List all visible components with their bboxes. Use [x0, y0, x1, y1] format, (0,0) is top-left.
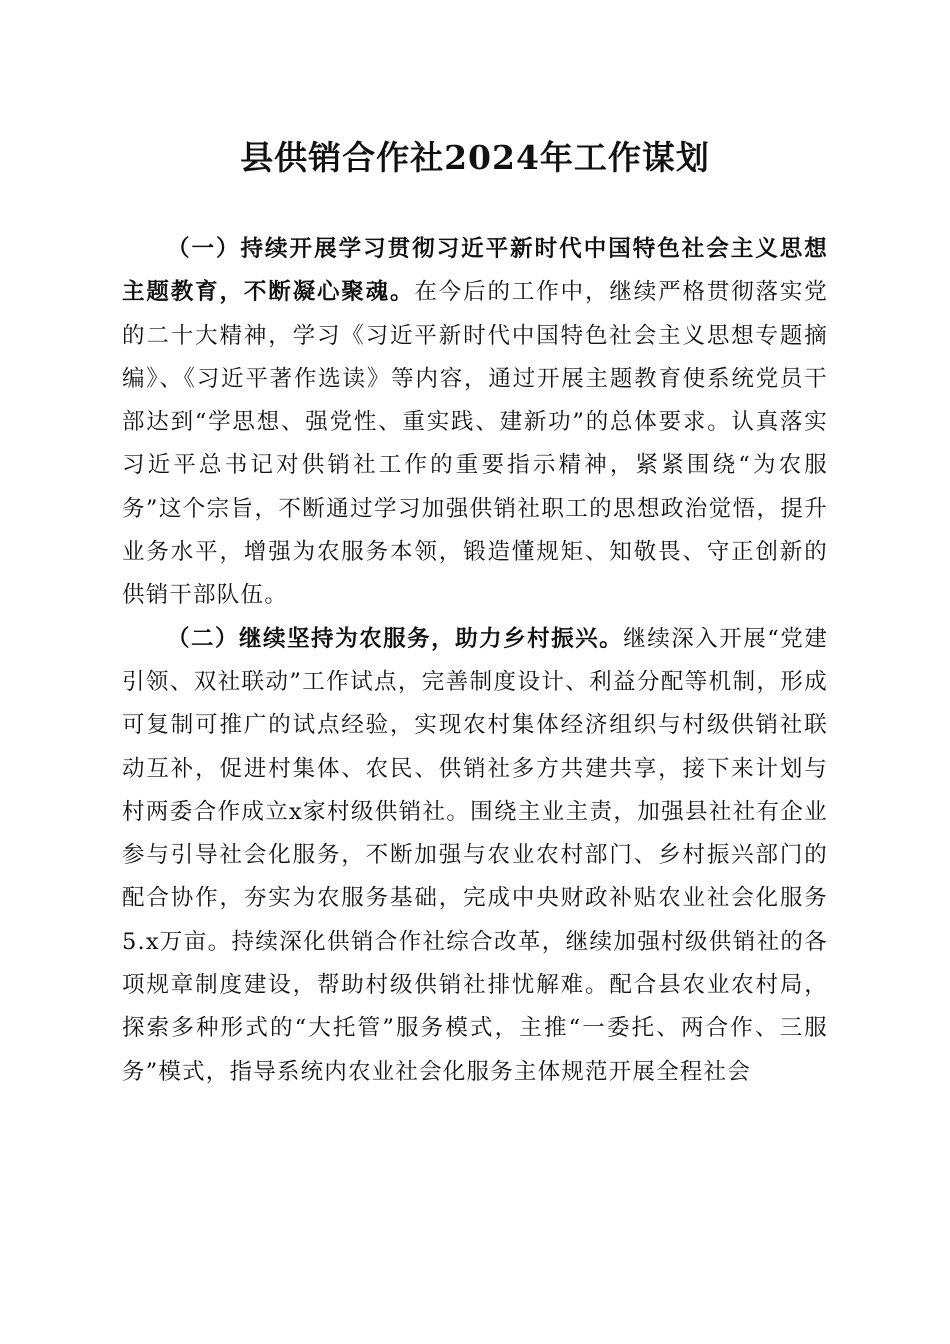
paragraph-2-heading: （二）继续坚持为农服务，助力乡村振兴。	[167, 625, 624, 652]
paragraph-1	[122, 228, 828, 618]
paragraph-1-heading: （一）持续开展学习贯彻习近平新时代中国特色社会主义思想主题教育，不断凝心聚魂。	[122, 236, 828, 306]
paragraph-1-text: 在今后的工作中，继续严格贯彻落实党的二十大精神，学习《习近平新时代中国特色社会主义思想专题摘编》、《习近平著作选读》等内容，通过开展主题教育使系统党员干部达到“学思想、强党性、重实践、建新功”的总体要求。认真落实习近平总书记对供销社工作的重要指示精神，紧紧围绕“为农服务”这个宗旨，不断通过学习加强供销社职工的思想政治觉悟，提升业务水平，增强为农服务本领，锻造懂规矩、知敬畏、守正创新的供销干部队伍。	[122, 279, 829, 609]
paragraph-2-text: 继续深入开展“党建引领、双社联动”工作试点，完善制度设计、利益分配等机制，形成可复制可推广的试点经验，实现农村集体经济组织与村级供销社联动互补，促进村集体、农民、供销社多方共建共享，接下来计划与村两委合作成立x家村级供销社。围绕主业主责，加强县社社有企业参与引导社会化服务，不断加强与农业农村部门、乡村振兴部门的配合协作，夯实为农服务基础，完成中央财政补贴农业社会化服务5.x万亩。持续深化供销合作社综合改革，继续加强村级供销社的各项规章制度建设，帮助村级供销社排忧解难。配合县农业农村局，探索多种形式的“大托管”服务模式，主推“一委托、两合作、三服务”模式，指导系统内农业社会化服务主体规范开展全程社会	[122, 625, 828, 1085]
document-title: 县供销合作社2024年工作谋划	[240, 138, 710, 177]
paragraph-2	[122, 618, 828, 1094]
document-body	[122, 228, 828, 1094]
